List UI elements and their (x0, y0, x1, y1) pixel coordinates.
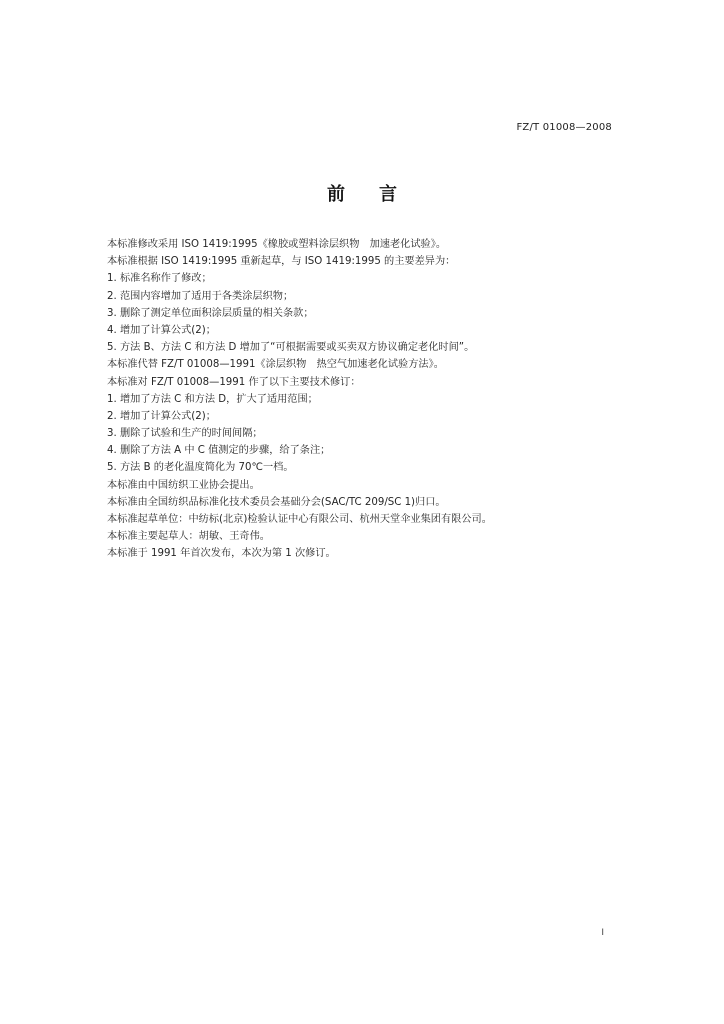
preface-line: 本标准起草单位：中纺标(北京)检验认证中心有限公司、杭州天堂伞业集团有限公司。 (107, 514, 492, 525)
preface-line: 2. 增加了计算公式(2)； (107, 410, 216, 422)
preface-line: 本标准修改采用 ISO 1419:1995《橡胶或塑料涂层织物 加速老化试验》。 (107, 239, 447, 250)
preface-line: 本标准于 1991 年首次发布，本次为第 1 次修订。 (107, 548, 336, 560)
preface-line: 本标准主要起草人：胡敏、王奇伟。 (107, 531, 270, 543)
preface-line: 3. 删除了测定单位面积涂层质量的相关条款； (107, 307, 314, 319)
preface-line: 5. 方法 B、方法 C 和方法 D 增加了“可根据需要或买卖双方协议确定老化时间”。 (107, 342, 475, 354)
preface-line: 本标准由全国纺织品标准化技术委员会基础分会(SAC/TC 209/SC 1)归口。 (107, 496, 446, 508)
preface-line: 5. 方法 B 的老化温度简化为 70℃一档。 (107, 462, 294, 474)
preface-line: 2. 范围内容增加了适用于各类涂层织物； (107, 290, 294, 302)
page-number: I (601, 928, 604, 938)
preface-line: 1. 标准名称作了修改； (107, 273, 212, 285)
standard-code: FZ/T 01008—2008 (516, 122, 612, 133)
page-title: 前言 (327, 184, 431, 205)
preface-body (107, 236, 627, 563)
preface-line: 本标准代替 FZ/T 01008—1991《涂层织物 热空气加速老化试验方法》。 (107, 359, 444, 371)
preface-line: 本标准根据 ISO 1419:1995 重新起草，与 ISO 1419:1995 的主要差异为： (107, 256, 456, 268)
preface-line: 本标准对 FZ/T 01008—1991 作了以下主要技术修订： (107, 376, 361, 388)
preface-line: 本标准由中国纺织工业协会提出。 (107, 479, 260, 491)
preface-line: 4. 增加了计算公式(2)； (107, 324, 216, 336)
preface-line: 3. 删除了试验和生产的时间间隔； (107, 428, 263, 440)
preface-line: 1. 增加了方法 C 和方法 D，扩大了适用范围； (107, 393, 318, 405)
preface-line: 4. 删除了方法 A 中 C 值测定的步骤，给了条注； (107, 445, 331, 457)
